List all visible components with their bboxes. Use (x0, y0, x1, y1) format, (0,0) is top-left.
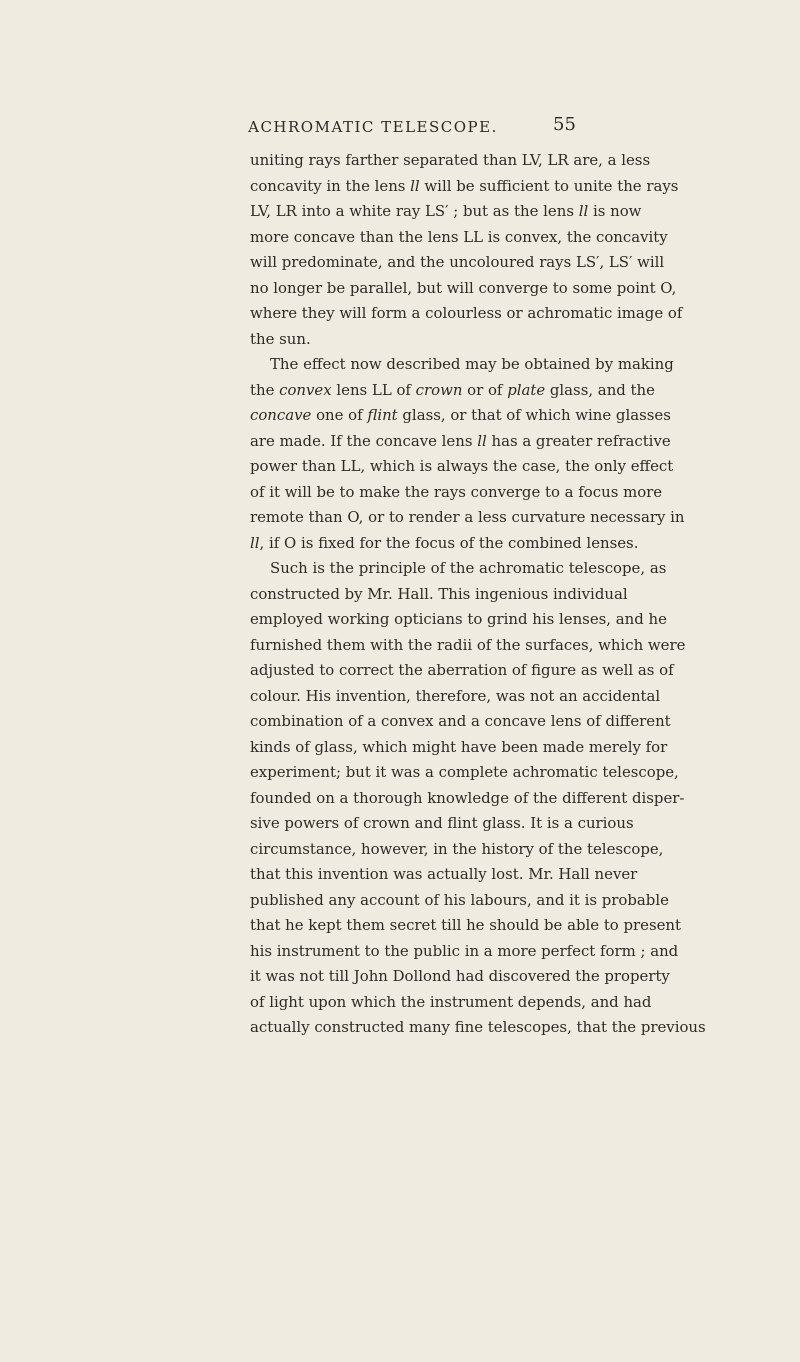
running-title: ACHROMATIC TELESCOPE. (248, 118, 498, 136)
text-line: are made. If the concave lens ll has a greater refractive (250, 431, 671, 450)
text-line: circumstance, however, in the history of the telescope, (250, 839, 664, 858)
text-line: furnished them with the radii of the surfaces, which were (250, 635, 686, 654)
text-line: power than LL, which is always the case, the only effect (250, 457, 674, 475)
text-line: experiment; but it was a complete achromatic telescope, (250, 763, 679, 781)
text-line: that he kept them secret till he should be able to present (250, 916, 681, 934)
text-line: actually constructed many fine telescopes, that the previous (250, 1018, 706, 1036)
text-line: kinds of glass, which might have been made merely for (250, 737, 668, 756)
text-line: concavity in the lens ll will be sufficient to unite the rays (250, 176, 679, 195)
text-line: founded on a thorough knowledge of the different disper- (250, 788, 685, 807)
text-line: more concave than the lens LL is convex, the concavity (250, 227, 668, 246)
text-line: ll, if O is fixed for the focus of the combined lenses. (250, 533, 639, 552)
text-line: it was not till John Dollond had discovered the property (250, 967, 670, 985)
text-line: no longer be parallel, but will converge to some point O, (250, 278, 677, 297)
running-head (0, 114, 800, 144)
text-line: concave one of flint glass, or that of which wine glasses (250, 406, 671, 424)
text-line: published any account of his labours, and it is probable (250, 890, 669, 909)
text-line: adjusted to correct the aberration of figure as well as of (250, 661, 674, 679)
text-line: that this invention was actually lost. Mr. Hall never (250, 865, 638, 883)
text-line: where they will form a colourless or achromatic image of (250, 304, 683, 322)
page-number: 55 (553, 114, 576, 135)
text-line: sive powers of crown and flint glass. It is a curious (250, 814, 634, 832)
text-line: LV, LR into a white ray LS′ ; but as the lens ll is now (250, 202, 642, 220)
text-line: constructed by Mr. Hall. This ingenious individual (250, 584, 628, 603)
text-line: employed working opticians to grind his lenses, and he (250, 610, 667, 628)
text-line: uniting rays farther separated than LV, LR are, a less (250, 151, 651, 169)
text-line: of it will be to make the rays converge to a focus more (250, 482, 663, 501)
body-text (250, 148, 706, 1041)
text-line: Such is the principle of the achromatic telescope, as (270, 559, 667, 577)
text-line: colour. His invention, therefore, was not an accidental (250, 686, 661, 705)
text-line: the convex lens LL of crown or of plate glass, and the (250, 380, 655, 399)
text-line: of light upon which the instrument depends, and had (250, 992, 652, 1011)
text-line: The effect now described may be obtained by making (270, 355, 674, 373)
text-line: combination of a convex and a concave lens of different (250, 712, 671, 730)
text-line: his instrument to the public in a more perfect form ; and (250, 941, 679, 960)
text-line: the sun. (250, 329, 311, 348)
text-line: will predominate, and the uncoloured rays LS′, LS′ will (250, 253, 665, 271)
text-line: remote than O, or to render a less curvature necessary in (250, 508, 685, 526)
